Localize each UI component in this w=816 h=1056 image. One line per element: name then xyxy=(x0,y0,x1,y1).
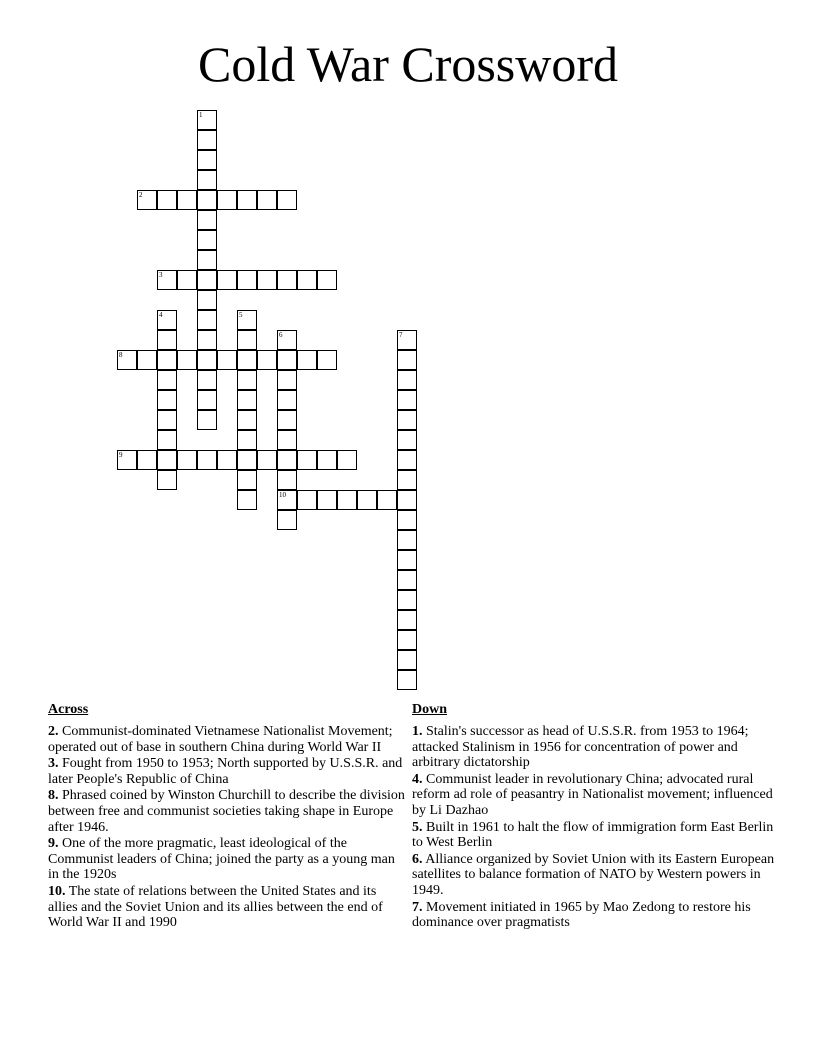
grid-cell[interactable] xyxy=(197,210,217,230)
grid-cell[interactable] xyxy=(197,350,217,370)
grid-cell[interactable] xyxy=(337,450,357,470)
clue-number: 7. xyxy=(412,899,423,915)
grid-cell[interactable] xyxy=(277,450,297,470)
grid-cell[interactable] xyxy=(277,430,297,450)
grid-cell[interactable] xyxy=(137,450,157,470)
clue-across-9 xyxy=(48,836,408,883)
grid-cell[interactable] xyxy=(257,350,277,370)
grid-cell[interactable] xyxy=(237,490,257,510)
grid-cell[interactable] xyxy=(197,410,217,430)
grid-cell[interactable] xyxy=(157,190,177,210)
grid-cell[interactable] xyxy=(337,490,357,510)
clue-number: 2. xyxy=(48,723,59,739)
grid-cell[interactable] xyxy=(197,390,217,410)
grid-cell[interactable] xyxy=(397,370,417,390)
clue-text: One of the more pragmatic, least ideological of the Communist leaders of China; joined the party as a young man in the 1920s xyxy=(48,835,395,883)
clue-number-label: 10 xyxy=(279,491,286,499)
grid-cell[interactable] xyxy=(197,170,217,190)
grid-cell[interactable] xyxy=(397,630,417,650)
grid-cell[interactable] xyxy=(197,130,217,150)
clue-number-label: 1 xyxy=(199,111,203,119)
grid-cell[interactable] xyxy=(317,490,337,510)
clue-number-label: 3 xyxy=(159,271,163,279)
clue-number-label: 2 xyxy=(139,191,143,199)
grid-cell[interactable] xyxy=(397,430,417,450)
clue-text: Stalin's successor as head of U.S.S.R. from 1953 to 1964; attacked Stalinism in 1956 for concentration of power and arbitrary dictatorship xyxy=(412,723,749,771)
clue-across-3 xyxy=(48,756,408,788)
clue-across-10 xyxy=(48,884,408,931)
clue-number: 3. xyxy=(48,755,59,771)
clue-number-label: 8 xyxy=(119,351,123,359)
grid-cell[interactable] xyxy=(177,450,197,470)
grid-cell[interactable] xyxy=(237,190,257,210)
clue-number-label: 5 xyxy=(239,311,243,319)
grid-cell[interactable] xyxy=(377,490,397,510)
clue-down-6 xyxy=(412,852,777,899)
down-heading: Down xyxy=(412,702,448,717)
grid-cell[interactable] xyxy=(277,390,297,410)
grid-cell[interactable] xyxy=(237,270,257,290)
grid-cell[interactable] xyxy=(197,250,217,270)
grid-cell[interactable] xyxy=(157,390,177,410)
grid-cell[interactable] xyxy=(237,430,257,450)
clue-number: 5. xyxy=(412,819,423,835)
grid-cell[interactable] xyxy=(317,270,337,290)
down-clues xyxy=(412,702,777,932)
grid-cell[interactable] xyxy=(197,230,217,250)
grid-cell[interactable] xyxy=(197,190,217,210)
grid-cell[interactable] xyxy=(177,190,197,210)
clue-number: 1. xyxy=(412,723,423,739)
clue-across-2 xyxy=(48,724,408,756)
grid-cell[interactable] xyxy=(257,190,277,210)
grid-cell[interactable] xyxy=(277,410,297,430)
clue-text: Phrased coined by Winston Churchill to describe the division between free and communist societies taking shape in Europe after 1946. xyxy=(48,787,405,835)
grid-cell[interactable] xyxy=(197,450,217,470)
clue-number: 4. xyxy=(412,771,423,787)
grid-cell[interactable] xyxy=(157,450,177,470)
grid-cell[interactable] xyxy=(237,330,257,350)
grid-cell[interactable] xyxy=(397,550,417,570)
grid-cell[interactable] xyxy=(317,350,337,370)
clue-down-4 xyxy=(412,772,777,819)
grid-cell[interactable] xyxy=(277,370,297,390)
grid-cell[interactable] xyxy=(397,610,417,630)
clue-text: Communist leader in revolutionary China; advocated rural reform ad role of peasantry in Nationalist movement; influenced by Li Dazhao xyxy=(412,771,773,819)
grid-cell[interactable] xyxy=(397,350,417,370)
grid-cell[interactable] xyxy=(197,330,217,350)
clue-number: 8. xyxy=(48,787,59,803)
grid-cell[interactable] xyxy=(277,350,297,370)
clue-text: Communist-dominated Vietnamese Nationalist Movement; operated out of base in southern China during World War II xyxy=(48,723,393,755)
grid-cell[interactable] xyxy=(257,450,277,470)
grid-cell[interactable] xyxy=(297,350,317,370)
grid-cell[interactable] xyxy=(397,650,417,670)
clue-number: 9. xyxy=(48,835,59,851)
clue-text: The state of relations between the United States and its allies and the Soviet Union and its allies between the end of World War II and 1990 xyxy=(48,883,383,931)
page-title: Cold War Crossword xyxy=(197,36,619,92)
grid-cell[interactable] xyxy=(277,510,297,530)
grid-cell[interactable] xyxy=(237,470,257,490)
clue-text: Built in 1961 to halt the flow of immigration form East Berlin to West Berlin xyxy=(412,819,774,851)
across-heading: Across xyxy=(48,702,89,717)
grid-cell[interactable] xyxy=(157,350,177,370)
grid-cell[interactable] xyxy=(217,350,237,370)
clue-across-8 xyxy=(48,788,408,835)
grid-cell[interactable] xyxy=(397,570,417,590)
grid-cell[interactable] xyxy=(157,370,177,390)
grid-cell[interactable] xyxy=(317,450,337,470)
grid-cell[interactable] xyxy=(397,670,417,690)
grid-cell[interactable] xyxy=(277,190,297,210)
grid-cell[interactable] xyxy=(197,290,217,310)
grid-cell[interactable] xyxy=(397,530,417,550)
grid-cell[interactable] xyxy=(397,490,417,510)
grid-cell[interactable] xyxy=(197,310,217,330)
clue-down-7 xyxy=(412,900,777,932)
grid-cell[interactable] xyxy=(397,410,417,430)
grid-cell[interactable] xyxy=(397,450,417,470)
grid-cell[interactable] xyxy=(157,330,177,350)
clue-number-label: 9 xyxy=(119,451,123,459)
grid-cell[interactable] xyxy=(297,450,317,470)
grid-cell[interactable] xyxy=(397,470,417,490)
clue-text: Alliance organized by Soviet Union with its Eastern European satellites to balance formation of NATO by Western powers in 1949. xyxy=(412,851,775,899)
clue-number-label: 6 xyxy=(279,331,283,339)
grid-cell[interactable] xyxy=(237,350,257,370)
grid-cell[interactable] xyxy=(237,390,257,410)
clue-text: Movement initiated in 1965 by Mao Zedong to restore his dominance over pragmatists xyxy=(412,899,751,931)
clue-number: 6. xyxy=(412,851,423,867)
clue-down-5 xyxy=(412,820,777,852)
grid-cell[interactable] xyxy=(197,270,217,290)
grid-cell[interactable] xyxy=(157,470,177,490)
across-clues xyxy=(48,702,408,932)
grid-cell[interactable] xyxy=(357,490,377,510)
clue-down-1 xyxy=(412,724,777,771)
clue-number-label: 7 xyxy=(399,331,403,339)
grid-cell[interactable] xyxy=(177,350,197,370)
grid-cell[interactable] xyxy=(137,350,157,370)
grid-cell[interactable] xyxy=(157,410,177,430)
clue-number-label: 4 xyxy=(159,311,163,319)
grid-cell[interactable] xyxy=(217,450,237,470)
clue-text: Fought from 1950 to 1953; North supported by U.S.S.R. and later People's Republic of China xyxy=(48,755,403,787)
grid-cell[interactable] xyxy=(277,470,297,490)
grid-cell[interactable] xyxy=(197,370,217,390)
grid-cell[interactable] xyxy=(217,190,237,210)
grid-cell[interactable] xyxy=(397,590,417,610)
clue-number: 10. xyxy=(48,883,66,899)
grid-cell[interactable] xyxy=(157,430,177,450)
grid-cell[interactable] xyxy=(397,510,417,530)
grid-cell[interactable] xyxy=(257,270,277,290)
grid-cell[interactable] xyxy=(197,150,217,170)
grid-cell[interactable] xyxy=(297,490,317,510)
grid-cell[interactable] xyxy=(297,270,317,290)
grid-cell[interactable] xyxy=(237,450,257,470)
grid-cell[interactable] xyxy=(397,390,417,410)
grid-cell[interactable] xyxy=(277,270,297,290)
grid-cell[interactable] xyxy=(177,270,197,290)
grid-cell[interactable] xyxy=(217,270,237,290)
grid-cell[interactable] xyxy=(237,370,257,390)
grid-cell[interactable] xyxy=(237,410,257,430)
